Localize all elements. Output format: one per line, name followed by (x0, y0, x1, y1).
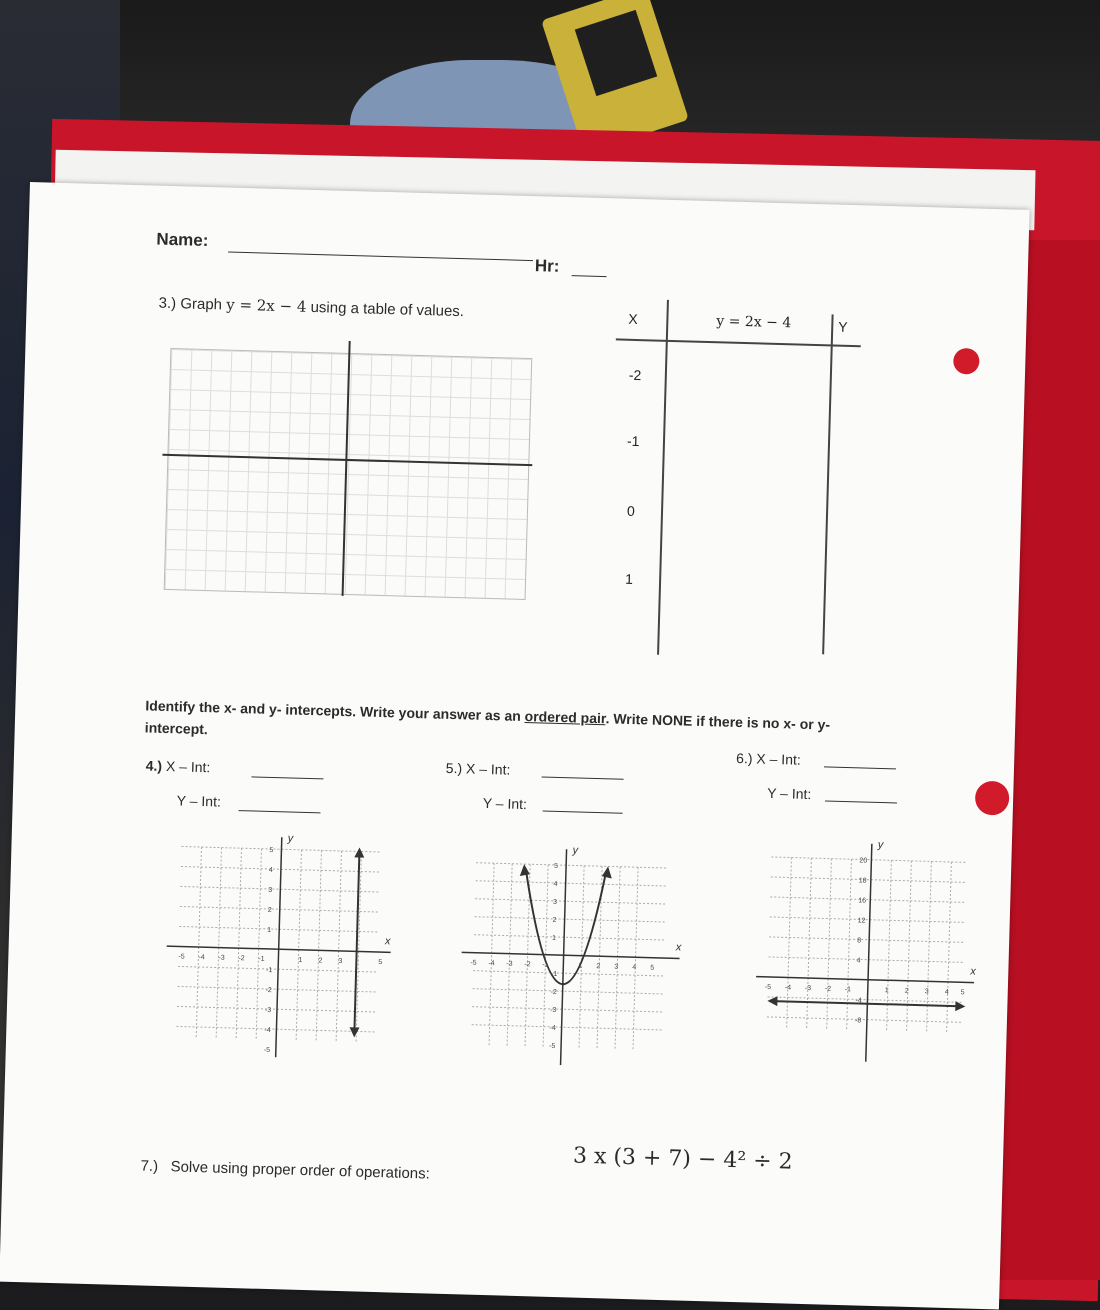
graph-4-y-tick: 4 (268, 866, 273, 875)
graph-5-axis-x-label: x (675, 941, 682, 954)
q6-y-blank[interactable] (825, 800, 897, 803)
graph-4-x-tick: 1 (298, 956, 303, 964)
graph-5-y-tick: -1 (550, 970, 558, 979)
graph-4-axis-x-label: x (384, 935, 391, 948)
q6-x-label: X – Int: (756, 750, 801, 768)
table-col-y: Y (838, 318, 848, 335)
q5-y-label: Y – Int: (482, 794, 528, 813)
graph-4-y-tick: 5 (269, 846, 274, 855)
graph-4-y-tick: -1 (265, 966, 273, 975)
graph-6-x-tick: -3 (804, 984, 812, 993)
graph-4-x-tick: -5 (178, 953, 185, 961)
q7-prompt: Solve using proper order of operations: (170, 1158, 431, 1183)
graph-6-y-tick: 8 (857, 937, 862, 945)
name-label: Name: (156, 229, 209, 251)
instructions-ordered-pair: ordered pair (524, 708, 606, 727)
q7-expression: 3 x (3 + 7) − 4² ÷ 2 (572, 1143, 793, 1175)
graph-4-arrow-up (354, 847, 364, 857)
graph-6-x-tick: -4 (784, 984, 792, 992)
graph-5-y-tick: -4 (549, 1024, 556, 1033)
graph-4-x-tick: 2 (318, 957, 323, 965)
graph-4-axis-y-label: y (287, 832, 294, 845)
graph-5-x-tick: 4 (632, 964, 637, 972)
q4-x-blank[interactable] (251, 776, 323, 779)
graph-5-x-tick: 2 (596, 963, 601, 971)
q6-y-label: Y – Int: (767, 784, 812, 803)
instructions-part-b: . Write NONE if there is no x- or y- (605, 710, 831, 733)
q4-x (146, 757, 211, 775)
graph-6-x-tick: 1 (884, 987, 889, 995)
graph-6-axis-y-label: y (877, 838, 884, 852)
graph-6-y-tick: 20 (859, 857, 868, 865)
graph-6-x-tick: -2 (824, 985, 832, 993)
graph-6-y-axis (866, 844, 872, 1062)
graph-5-x-tick: -4 (488, 960, 495, 968)
q5-x (446, 760, 511, 778)
table-divider-right (822, 314, 833, 654)
q7 (140, 1157, 430, 1182)
graph-6-x-tick: 4 (944, 988, 949, 996)
problem-3-equation: y = 2x − 4 (225, 295, 307, 316)
q6-x-blank[interactable] (824, 766, 896, 769)
graph-6-x-tick: -1 (844, 986, 852, 994)
graph-6-y-tick: -8 (854, 1017, 862, 1025)
instructions-part-a: Identify the x- and y- intercepts. Write your answer as an (145, 697, 522, 724)
q4-number: 4.) (145, 757, 163, 774)
graph-5-y-tick: -2 (550, 988, 557, 997)
graph-6-x-tick: 3 (924, 988, 929, 996)
q5-x-label: X – Int: (465, 760, 511, 778)
graph-4-y-tick: -4 (264, 1026, 271, 1035)
graph-6-line (773, 1001, 959, 1006)
problem-3-suffix: using a table of values. (310, 298, 465, 321)
graph-5-y-tick: 2 (552, 916, 557, 924)
graph-6-y-tick: -4 (855, 997, 862, 1005)
q5-y-blank[interactable] (543, 811, 623, 814)
graph-4-y-tick: 1 (267, 926, 272, 935)
graph-5-y-tick: 3 (552, 898, 558, 906)
name-blank (228, 252, 533, 262)
graph-6-y-tick: 16 (858, 897, 867, 905)
graph-6-x-axis (756, 977, 974, 983)
graph-5-y-axis (561, 849, 567, 1065)
hr-blank (572, 275, 607, 277)
table-x-value: -1 (626, 432, 640, 450)
graph-4-y-tick: -2 (265, 986, 272, 995)
graph-4-arrow-down (349, 1027, 359, 1037)
q5-x-blank[interactable] (542, 777, 624, 780)
q6-number: 6.) (735, 749, 753, 767)
q4-y-blank[interactable] (239, 810, 321, 813)
graph-5-x-tick: 5 (650, 964, 655, 972)
graph-5-x-tick: -3 (506, 960, 513, 968)
graph-6-y-tick: 4 (856, 957, 861, 965)
graph-5-x-tick: -5 (470, 959, 477, 967)
table-divider-left (657, 300, 668, 655)
graph-6-x-tick: -5 (764, 983, 772, 992)
graph-6-y-tick: 18 (858, 877, 867, 885)
graph-5-y-tick: -3 (549, 1006, 557, 1015)
graph-4-y-tick: -3 (264, 1006, 272, 1015)
graph-5-x-axis (462, 952, 680, 958)
q5-number: 5.) (445, 759, 463, 777)
graph-6-x-tick: 2 (904, 987, 909, 995)
table-col-x: X (628, 310, 638, 328)
graph-5-arrow-right (602, 866, 612, 878)
punch-hole (953, 348, 980, 375)
graph-5-y-tick: 4 (553, 880, 558, 889)
graph-5-x-tick: 3 (614, 963, 619, 971)
graph-5-x-tick: -1 (542, 961, 549, 969)
instructions-line-2: intercept. (144, 719, 209, 738)
graph-5-arrow-left (520, 864, 530, 876)
table-x-value: 1 (624, 570, 634, 587)
graph-5-y-tick: 5 (553, 862, 559, 871)
table-col-equation: y = 2x − 4 (716, 313, 792, 332)
graph-4-x-tick: 5 (378, 959, 383, 967)
graph-5-y-tick: 1 (551, 934, 557, 942)
problem-3-number: 3.) (158, 294, 177, 313)
q6-x (736, 750, 801, 768)
graph-4-x-tick: -4 (198, 954, 205, 962)
graph-4-y-tick: 2 (267, 906, 272, 915)
q4-x-label: X – Int: (165, 758, 211, 776)
graph-4[interactable] (155, 826, 402, 1073)
q7-number: 7.) (140, 1157, 159, 1175)
graph-6-x-tick: 5 (960, 989, 965, 997)
table-header-rule (616, 338, 861, 346)
table-x-value: -2 (628, 366, 642, 384)
instructions-line-1 (145, 697, 830, 732)
graph-6-axis-x-label: x (970, 965, 976, 978)
graph-5-x-tick: 1 (578, 962, 583, 970)
graph-4-y-axis (276, 837, 282, 1057)
punch-hole (975, 781, 1010, 816)
graph-5-axis-y-label: y (572, 844, 579, 857)
problem-3 (158, 294, 464, 321)
graph-4-y-tick: -5 (263, 1046, 271, 1055)
graph-5-y-tick: -5 (548, 1042, 556, 1051)
graph-6-y-tick: 12 (857, 917, 866, 925)
graph-4-x-tick: -3 (218, 954, 225, 962)
problem-3-prefix: Graph (180, 295, 223, 314)
graph-4-x-tick: -2 (238, 955, 245, 963)
worksheet (0, 182, 1030, 1309)
graph-5[interactable] (450, 834, 697, 1081)
graph-4-x-tick: 3 (338, 957, 343, 966)
graph-5-x-tick: -2 (524, 961, 531, 969)
q4-y-label: Y – Int: (176, 792, 222, 810)
table-x-value: 0 (626, 502, 636, 520)
graph-6[interactable] (745, 832, 992, 1079)
hr-label: Hr: (534, 256, 560, 276)
graph-4-y-tick: 3 (268, 886, 273, 895)
graph-4-x-tick: -1 (258, 955, 265, 963)
